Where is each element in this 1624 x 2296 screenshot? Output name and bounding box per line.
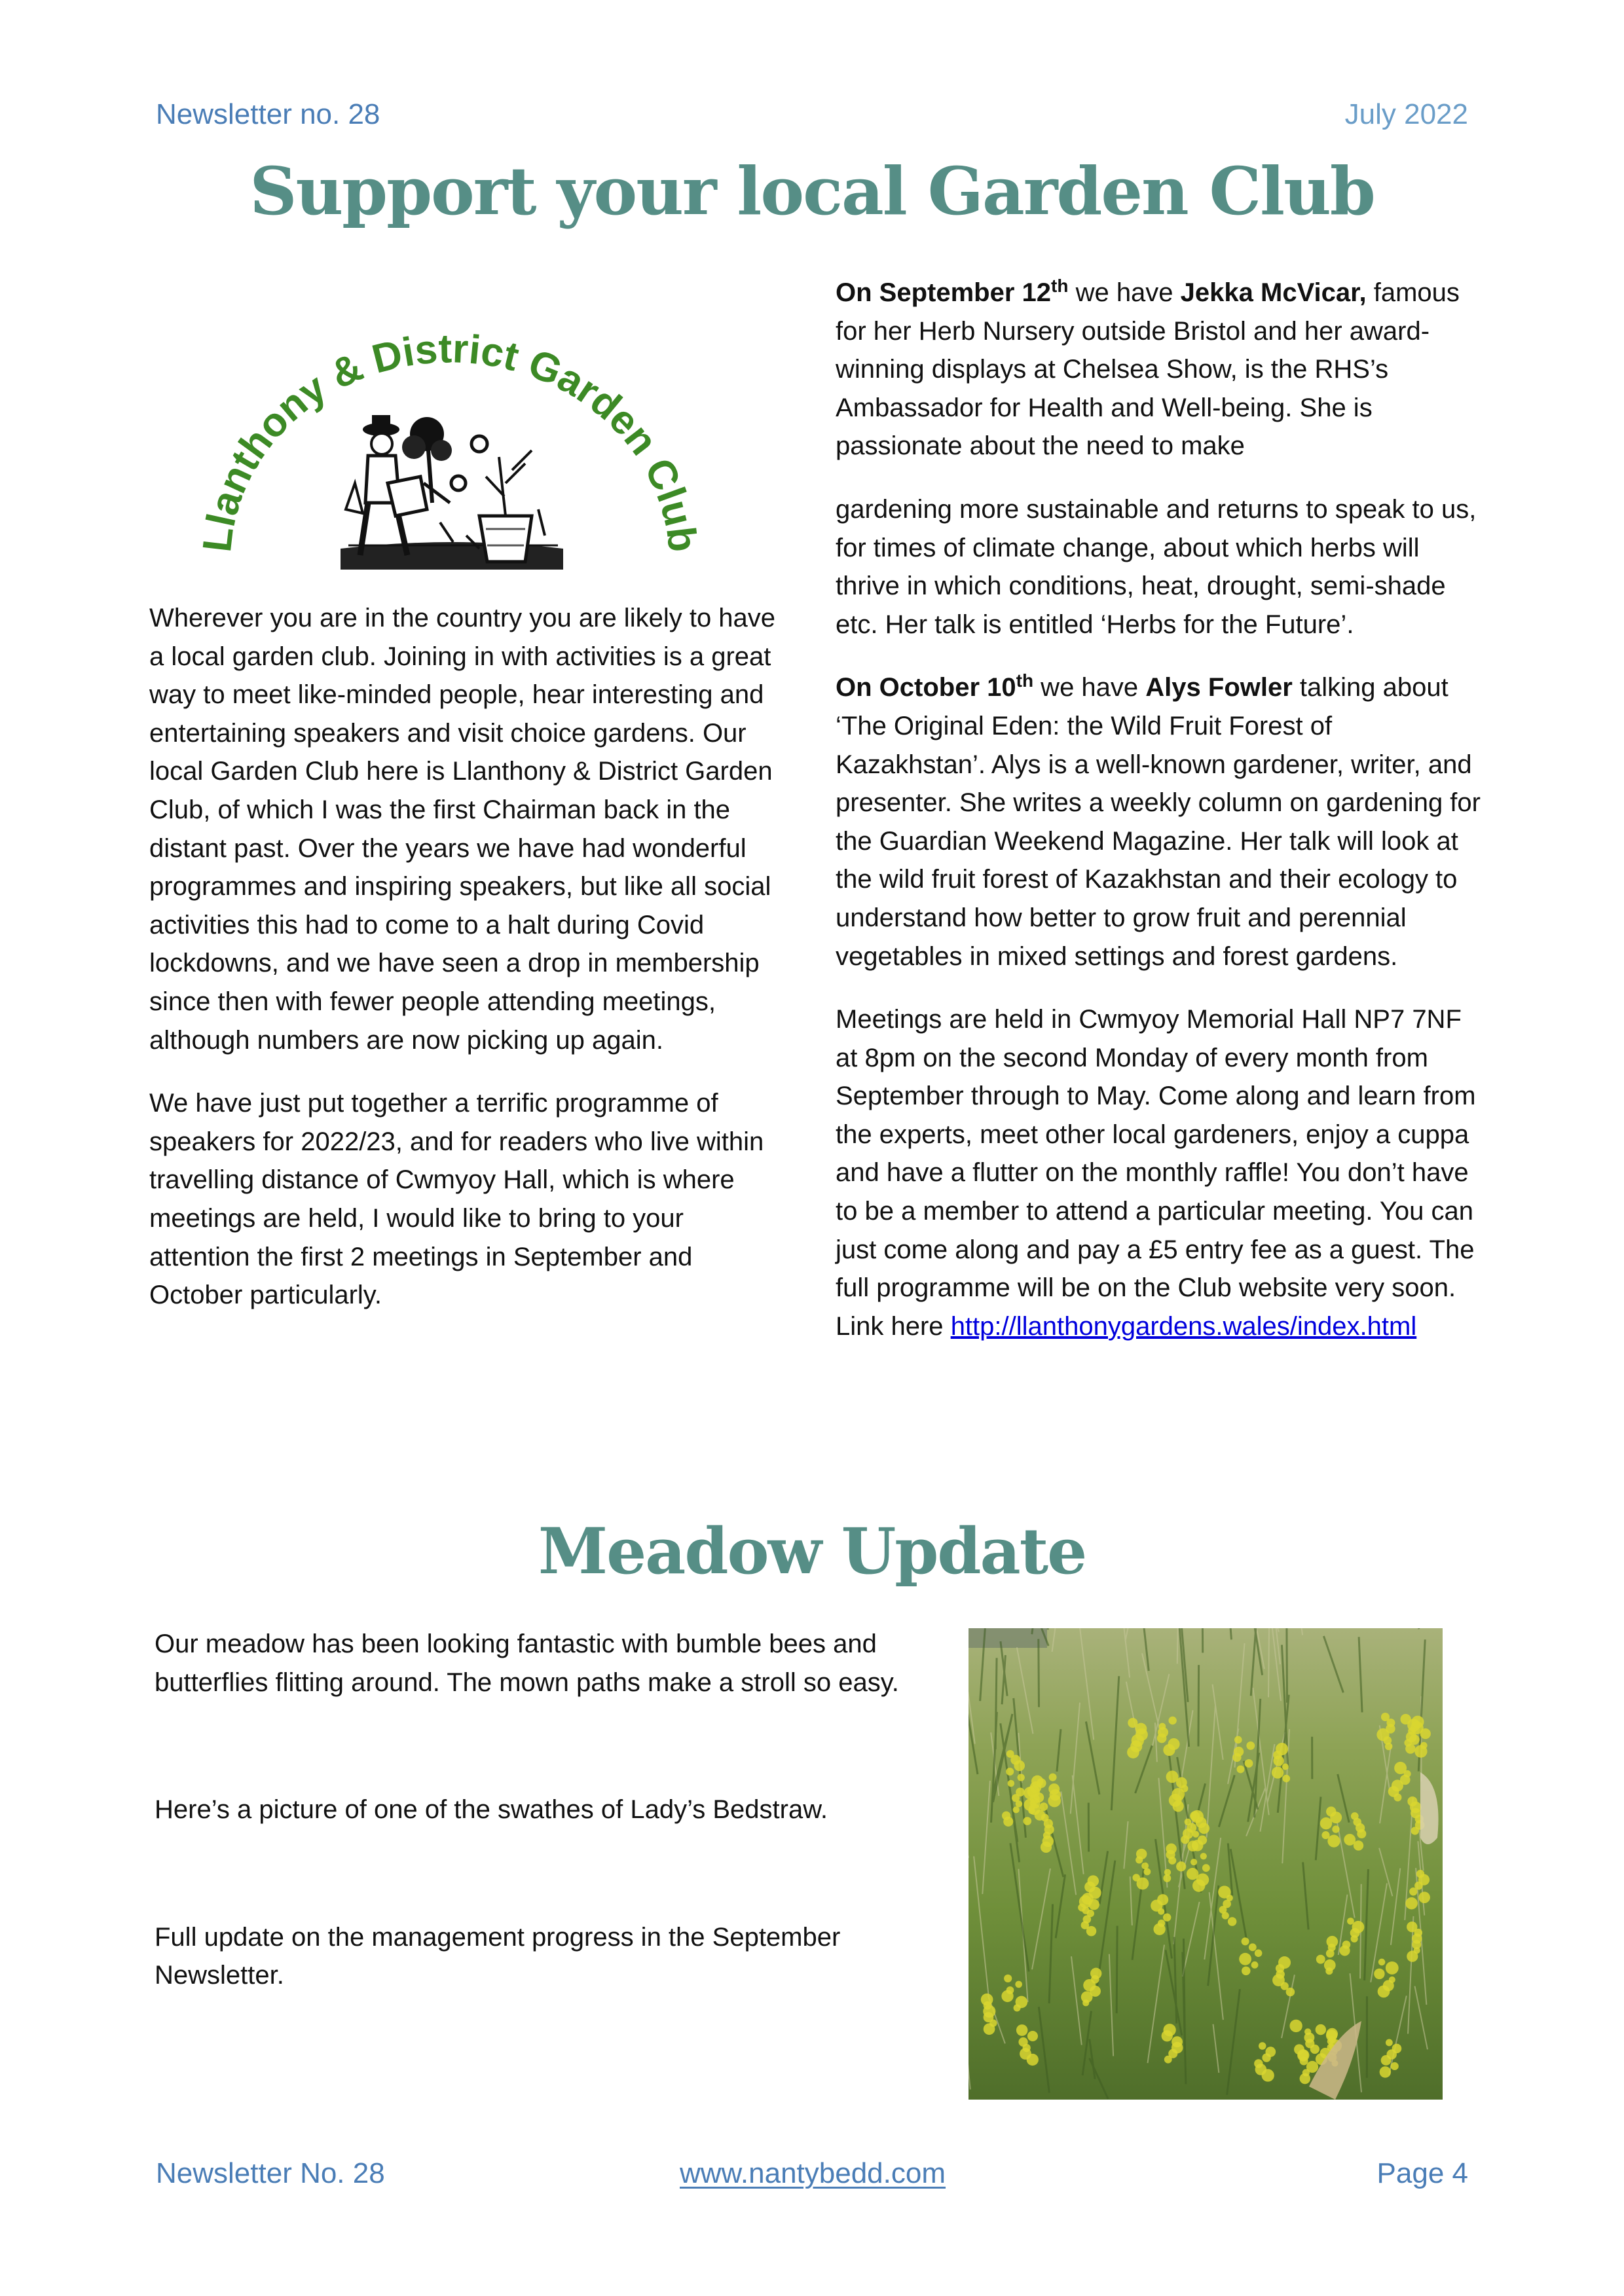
intro-paragraph: Wherever you are in the country you are likely to have a local garden club. Joining in with activities is a great way to meet like-minded people, hear interesting and entertaining speakers and visit choice gardens. Our local Garden Club here is Llanthony & District Garden Club, of which I was the first Chairman back in the distant past. Over the years we have had wonderful programmes and inspiring speakers, but like all social activities this had to come to a halt during Covid lockdowns, and we have seen a drop in membership since then with fewer people attending meetings, although numbers are now picking up again.: [149, 604, 776, 1055]
bedstraw-flower: [1015, 1981, 1022, 1988]
bedstraw-flower: [1168, 1738, 1180, 1750]
bedstraw-flower: [1411, 1716, 1424, 1728]
bedstraw-flower: [1405, 1897, 1418, 1910]
bedstraw-flower: [1306, 2061, 1318, 2073]
bedstraw-flower: [1389, 1977, 1395, 1983]
bedstraw-flower: [1013, 1806, 1020, 1813]
bedstraw-flower: [1192, 1831, 1199, 1838]
bedstraw-flower: [1239, 1953, 1251, 1965]
bedstraw-flower: [1163, 2024, 1175, 2036]
bedstraw-flower: [1016, 1996, 1028, 2009]
bedstraw-flower: [1016, 1787, 1025, 1796]
bedstraw-flower: [1259, 2042, 1266, 2050]
garden-club-logo-graphic: [191, 287, 702, 570]
bedstraw-flower: [1168, 1717, 1176, 1724]
september-date: [836, 278, 1068, 307]
section-title-meadow-update: Meadow Update: [538, 1514, 1086, 1588]
bedstraw-flower: [1004, 1975, 1012, 1982]
bedstraw-flower: [1276, 1743, 1288, 1755]
bedstraw-flower: [1347, 1918, 1354, 1925]
bedstraw-flower: [1006, 1750, 1014, 1758]
bedstraw-flower: [1128, 1718, 1137, 1728]
bedstraw-flower: [1136, 1849, 1147, 1859]
programme-paragraph: We have just put together a terrific programme of speakers for 2022/23, and for readers who live within travelling distance of Cwmyoy Hall, which is where meetings are held, I would like to bring to your attention the first 2 meetings in September and October particularly.: [149, 1089, 764, 1310]
bedstraw-flower: [1326, 2030, 1337, 2041]
bedstraw-flower: [1282, 1764, 1289, 1770]
bedstraw-flower: [1409, 1734, 1420, 1745]
bedstraw-flower: [1265, 2047, 1276, 2057]
october-speaker-name: Alys Fowler: [1145, 673, 1293, 702]
bedstraw-flower: [1087, 1910, 1094, 1917]
bedstraw-flower: [1185, 1819, 1191, 1825]
bedstraw-flower: [1016, 2024, 1028, 2036]
bedstraw-flower: [1374, 1969, 1384, 1979]
bedstraw-flower: [1158, 1920, 1165, 1927]
bedstraw-flower: [1039, 1802, 1048, 1811]
bedstraw-flower: [1324, 1959, 1336, 1971]
bedstraw-flower: [1079, 1895, 1092, 1908]
bedstraw-flower: [1166, 1844, 1176, 1854]
september-description: famous for her Herb Nursery outside Bristol and her award-winning displays at Chelsea Show, is the RHS’s Ambassador for Health and Well-being. She is passionate about the need to make: [836, 278, 1460, 461]
bedstraw-flower: [1048, 1783, 1060, 1795]
garden-club-intro-column: [149, 599, 778, 1339]
bedstraw-flower: [1242, 1967, 1250, 1975]
bedstraw-flower: [1002, 1812, 1010, 1820]
bedstraw-flower: [1018, 2037, 1027, 2047]
bedstraw-flower: [1006, 1986, 1014, 1994]
bedstraw-flower: [1023, 1817, 1031, 1825]
gardener-woodcut-icon: [341, 411, 563, 570]
bedstraw-flower: [1310, 2045, 1320, 2054]
bedstraw-flower: [1321, 1831, 1329, 1839]
bedstraw-flower: [1298, 2050, 1308, 2060]
september-speaker-name: Jekka McVicar,: [1180, 278, 1367, 307]
bedstraw-flower: [1344, 1834, 1356, 1846]
grass-blade: [995, 1658, 997, 1749]
bedstraw-flower: [1228, 1917, 1237, 1926]
meetings-info-text: Meetings are held in Cwmyoy Memorial Hall NP7 7NF at 8pm on the second Monday of every month from September through to May. Come along and learn from the experts, meet other local gardeners, enjoy a cuppa and have a flutter on the monthly raffle! You don’t have to be a member to attend a particular meeting. You can just come along and pay a £5 entry fee as a guest. The full programme will be on the Club website very soon. Link here: [836, 1005, 1476, 1341]
bedstraw-flower: [1200, 1853, 1207, 1859]
footer-website-link[interactable]: www.nantybedd.com: [680, 2157, 946, 2189]
club-website-link[interactable]: http://llanthonygardens.wales/index.html: [950, 1311, 1417, 1341]
logo-arc-text: Llanthony & District Garden Club: [194, 326, 702, 555]
bedstraw-flower: [1386, 1961, 1399, 1975]
grass-blade: [1116, 1926, 1117, 2014]
bedstraw-flower: [1254, 2059, 1263, 2068]
bedstraw-flower: [1157, 1894, 1168, 1905]
bedstraw-flower: [1234, 1747, 1244, 1757]
bedstraw-flower: [1245, 1759, 1253, 1768]
bedstraw-flower: [1304, 2028, 1311, 2035]
bedstraw-flower: [1090, 1968, 1101, 1979]
bedstraw-flower: [1282, 1775, 1290, 1783]
bedstraw-flower: [1027, 1785, 1040, 1798]
bedstraw-flower: [1255, 1950, 1263, 1958]
bedstraw-flower: [1327, 1936, 1338, 1948]
bedstraw-flower: [1386, 2039, 1393, 2047]
bedstraw-flower: [1278, 1956, 1291, 1969]
bedstraw-flower: [1407, 1922, 1417, 1932]
september-speaker-continued: gardening more sustainable and returns to speak to us, for times of climate change, about which herbs will thrive in which conditions, heat, drought, semi-shade etc. Her talk is entitled ‘Herbs for the Future’.: [836, 494, 1477, 639]
bedstraw-flower: [1351, 1812, 1359, 1820]
bedstraw-flower: [1251, 1961, 1259, 1969]
meadow-picture-caption: Here’s a picture of one of the swathes of Lady’s Bedstraw.: [155, 1795, 828, 1825]
bedstraw-flower: [1202, 1864, 1210, 1872]
bedstraw-flower: [1420, 1742, 1428, 1749]
section-title-garden-club: Support your local Garden Club: [249, 153, 1375, 230]
october-description: talking about ‘The Original Eden: the Wild Fruit Forest of Kazakhstan’. Alys is a well-known gardener, writer, and presenter. She writes a weekly column on gardening for the Guardian Weekend Magazine. Her talk will look at the wild fruit forest of Kazakhstan and their ecology to understand how better to grow fruit and perennial vegetables in mixed settings and forest gardens.: [836, 673, 1481, 971]
bedstraw-flower: [1246, 1741, 1255, 1750]
october-speaker-paragraph: [836, 668, 1484, 975]
bedstraw-flower: [1418, 1891, 1430, 1903]
meadow-photo: [969, 1628, 1443, 2100]
bedstraw-flower: [1380, 2066, 1391, 2077]
bedstraw-flower: [1037, 1778, 1046, 1788]
bedstraw-flower: [1342, 1941, 1351, 1949]
meadow-paragraph: Our meadow has been looking fantastic with bumble bees and butterflies flitting around. The mown paths make a stroll so easy.: [155, 1630, 899, 1697]
meadow-followup-paragraph: Full update on the management progress in the September Newsletter.: [155, 1922, 841, 1990]
bedstraw-flower: [1176, 1861, 1186, 1871]
bedstraw-flower: [1272, 1766, 1283, 1778]
bedstraw-flower: [1018, 1774, 1025, 1781]
bedstraw-flower: [1249, 1943, 1257, 1951]
bedstraw-flower: [1190, 1859, 1197, 1865]
bedstraw-flower: [1237, 1766, 1245, 1774]
meetings-column: [836, 274, 1484, 1370]
bedstraw-flower: [1027, 2031, 1038, 2041]
bedstraw-flower: [1320, 1817, 1332, 1829]
bedstraw-flower: [1289, 2020, 1302, 2032]
bedstraw-flower: [1088, 1875, 1099, 1887]
bedstraw-flower: [1316, 1955, 1325, 1964]
bedstraw-flower: [1159, 1723, 1166, 1730]
october-date-text: On October 10: [836, 673, 1016, 702]
bedstraw-flower: [1006, 1768, 1014, 1776]
bedstraw-flower: [1008, 1780, 1015, 1787]
bedstraw-flower: [1234, 1736, 1242, 1744]
bedstraw-flower: [1166, 1770, 1179, 1783]
bedstraw-flower: [1332, 1825, 1339, 1832]
bedstraw-flower: [1407, 1796, 1417, 1806]
meadow-update-text: [155, 1625, 927, 1995]
september-mid-text: we have: [1068, 278, 1181, 307]
grass-blade: [1202, 1628, 1203, 1652]
footer-newsletter-number: Newsletter No. 28: [156, 2157, 385, 2189]
bedstraw-flower: [1218, 1886, 1230, 1898]
bedstraw-flower: [1049, 1774, 1057, 1781]
footer-page-number: Page 4: [1376, 2157, 1468, 2189]
bedstraw-flower: [1198, 1835, 1207, 1844]
bedstraw-flower: [1187, 1868, 1198, 1880]
garden-club-logo: [191, 287, 702, 570]
bedstraw-flower: [1327, 1835, 1340, 1848]
bedstraw-flower: [1391, 2062, 1399, 2070]
bedstraw-flower: [981, 1994, 993, 2006]
header-date: July 2022: [1344, 98, 1468, 130]
bedstraw-flower: [1316, 2024, 1326, 2035]
bedstraw-flower: [1416, 1870, 1424, 1878]
september-date-text: On September 12: [836, 278, 1052, 307]
bedstraw-flower: [1378, 1959, 1386, 1966]
october-date-suffix: th: [1016, 670, 1034, 691]
bedstraw-flower: [1190, 1810, 1204, 1823]
header-newsletter-number: Newsletter no. 28: [156, 98, 380, 130]
bedstraw-flower: [1163, 1914, 1171, 1922]
october-date: [836, 670, 1034, 702]
bedstraw-flower: [1242, 1937, 1249, 1945]
grass-blade: [1198, 1665, 1199, 1746]
bedstraw-flower: [1187, 1840, 1198, 1851]
september-date-suffix: th: [1051, 276, 1069, 296]
meetings-info-paragraph: [836, 1000, 1484, 1345]
bedstraw-flower: [1326, 1806, 1336, 1816]
bedstraw-flower: [1381, 1713, 1390, 1721]
bedstraw-flower: [1141, 1863, 1149, 1870]
bedstraw-flower: [1394, 1762, 1407, 1774]
september-speaker-paragraph: [836, 274, 1484, 465]
bedstraw-flower: [1400, 1714, 1411, 1724]
bedstraw-flower: [1172, 2036, 1183, 2047]
bedstraw-flower: [1352, 1921, 1365, 1933]
bedstraw-flower: [1164, 1869, 1171, 1876]
october-mid-text: we have: [1033, 673, 1146, 702]
bedstraw-flower: [1132, 1874, 1139, 1881]
ladys-bedstraw-photo-graphic: [969, 1628, 1443, 2100]
bedstraw-flower: [1392, 2044, 1402, 2054]
